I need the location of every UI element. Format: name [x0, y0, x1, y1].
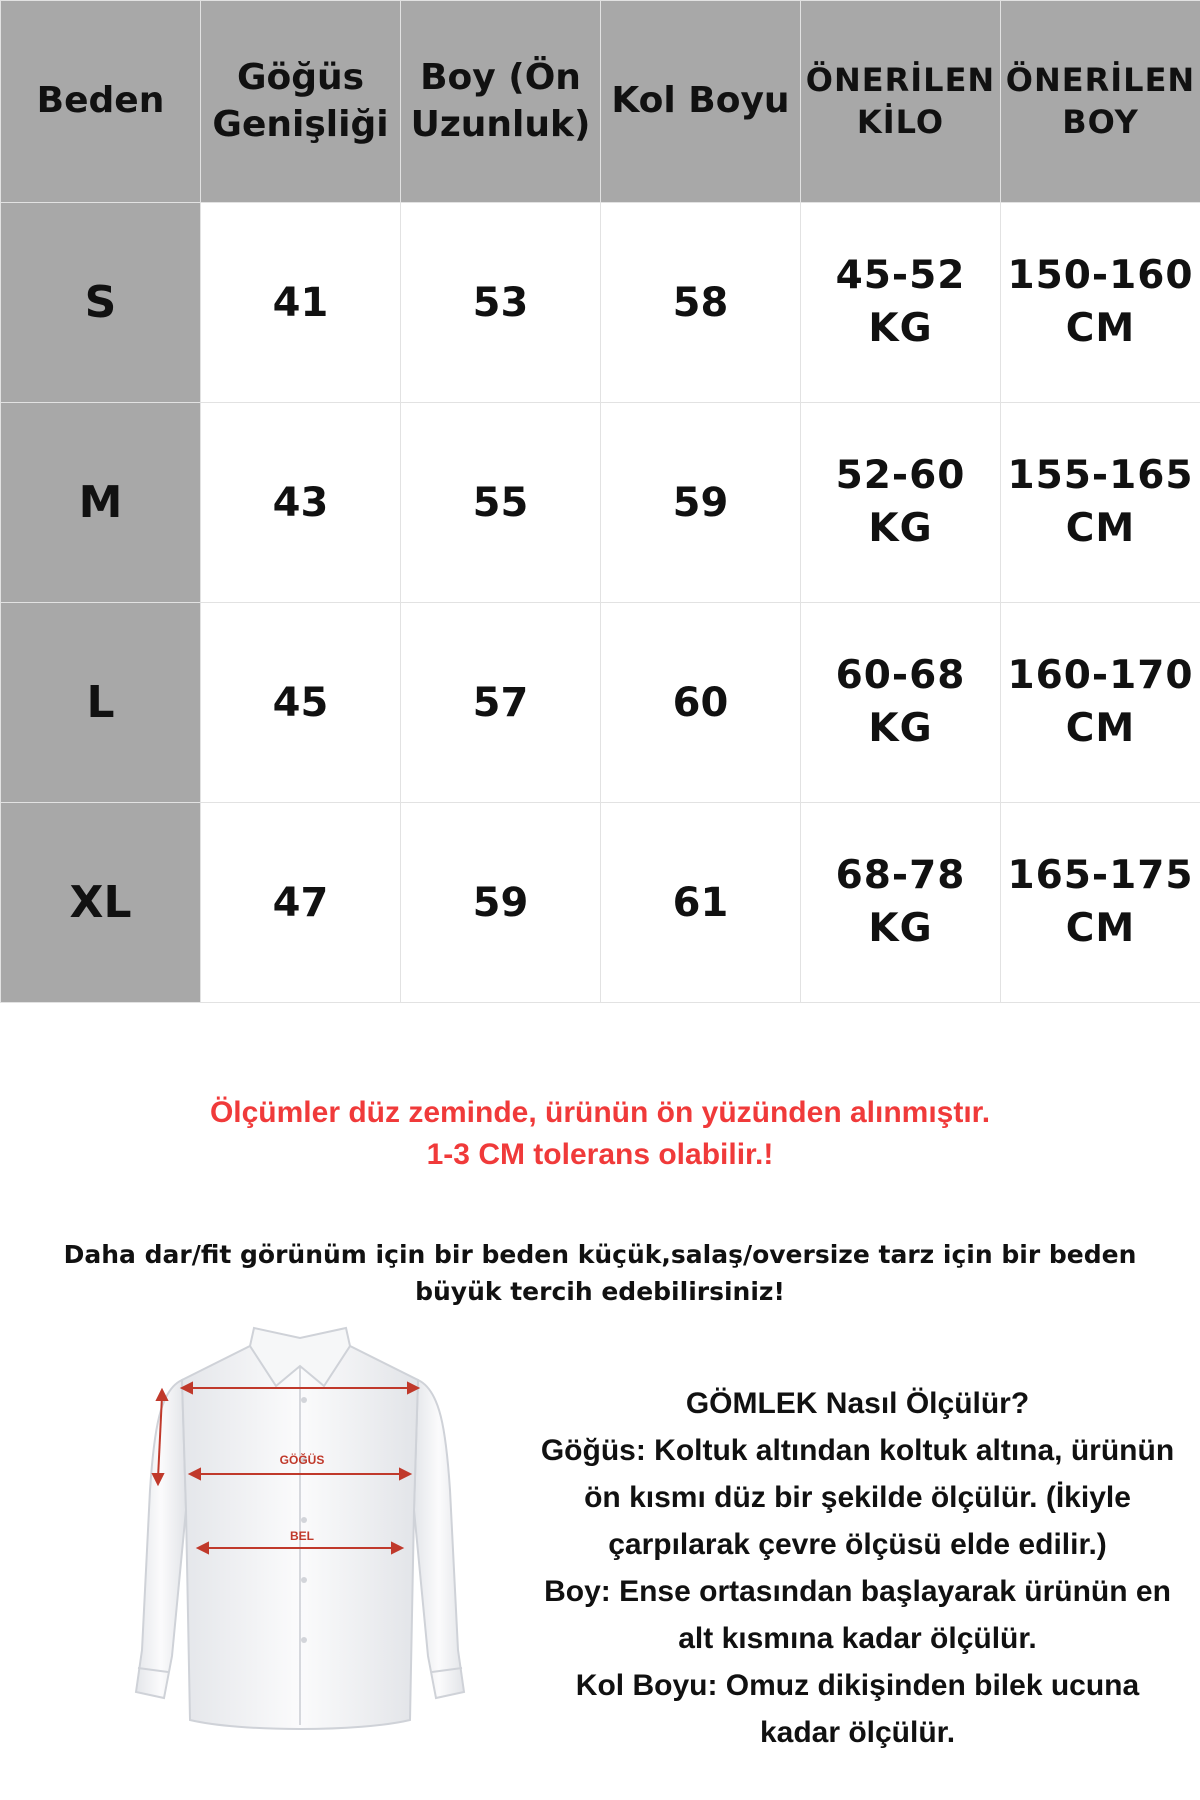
guide-line: alt kısmına kadar ölçülür.: [678, 1622, 1037, 1655]
guide-line: Boy: Ense ortasından başlayarak ürünün en: [544, 1575, 1171, 1608]
header-chest-width: Göğüs Genişliği: [201, 1, 401, 203]
table-row: [1, 203, 1200, 403]
chest-cell: 45: [201, 603, 401, 803]
size-cell: XL: [1, 803, 201, 1003]
header-sleeve-length: Kol Boyu: [601, 1, 801, 203]
sleeve-cell: 60: [601, 603, 801, 803]
weight-cell: 60-68 KG: [801, 603, 1001, 803]
length-cell: 59: [401, 803, 601, 1003]
size-cell: M: [1, 403, 201, 603]
measurement-disclaimer: [0, 1092, 1200, 1176]
sleeve-cell: 61: [601, 803, 801, 1003]
weight-cell: 68-78 KG: [801, 803, 1001, 1003]
guide-line: kadar ölçülür.: [759, 1716, 956, 1749]
height-cell: 160-170 CM: [1001, 603, 1200, 803]
header-recommended-weight: ÖNERİLEN KİLO: [801, 1, 1001, 203]
shirt-measurement-illustration: [120, 1320, 480, 1760]
header-size: Beden: [1, 1, 201, 203]
guide-line: Kol Boyu: Omuz dikişinden bilek ucuna: [575, 1669, 1140, 1702]
disclaimer-line-2: 1-3 CM tolerans olabilir.!: [426, 1138, 774, 1171]
how-to-measure-guide: [515, 1380, 1200, 1756]
waist-label: BEL: [290, 1529, 314, 1543]
weight-cell: 52-60 KG: [801, 403, 1001, 603]
size-tip: Daha dar/fit görünüm için bir beden küçük,salaş/oversize tarz için bir beden büyük tercih edebilirsiniz!: [63, 1240, 1137, 1306]
chest-cell: 47: [201, 803, 401, 1003]
table-row: [1, 803, 1200, 1003]
length-cell: 55: [401, 403, 601, 603]
chest-label: GÖĞÜS: [279, 1453, 325, 1467]
guide-line: Göğüs: Koltuk altından koltuk altına, ürünün: [540, 1434, 1175, 1467]
guide-line: çarpılarak çevre ölçüsü elde edilir.): [608, 1528, 1107, 1561]
chest-cell: 41: [201, 203, 401, 403]
table-row: [1, 403, 1200, 603]
size-cell: L: [1, 603, 201, 803]
table-header-row: [1, 1, 1200, 203]
size-cell: S: [1, 203, 201, 403]
chest-cell: 43: [201, 403, 401, 603]
sleeve-cell: 58: [601, 203, 801, 403]
height-cell: 155-165 CM: [1001, 403, 1200, 603]
length-cell: 53: [401, 203, 601, 403]
disclaimer-line-1: Ölçümler düz zeminde, ürünün ön yüzünden alınmıştır.: [209, 1096, 991, 1129]
guide-line: ön kısmı düz bir şekilde ölçülür. (İkiyle: [584, 1481, 1131, 1514]
length-cell: 57: [401, 603, 601, 803]
weight-cell: 45-52 KG: [801, 203, 1001, 403]
header-front-length: Boy (Ön Uzunluk): [401, 1, 601, 203]
guide-title: GÖMLEK Nasıl Ölçülür?: [685, 1387, 1030, 1420]
header-recommended-height: ÖNERİLEN BOY: [1001, 1, 1200, 203]
sleeve-cell: 59: [601, 403, 801, 603]
table-row: [1, 603, 1200, 803]
height-cell: 165-175 CM: [1001, 803, 1200, 1003]
height-cell: 150-160 CM: [1001, 203, 1200, 403]
